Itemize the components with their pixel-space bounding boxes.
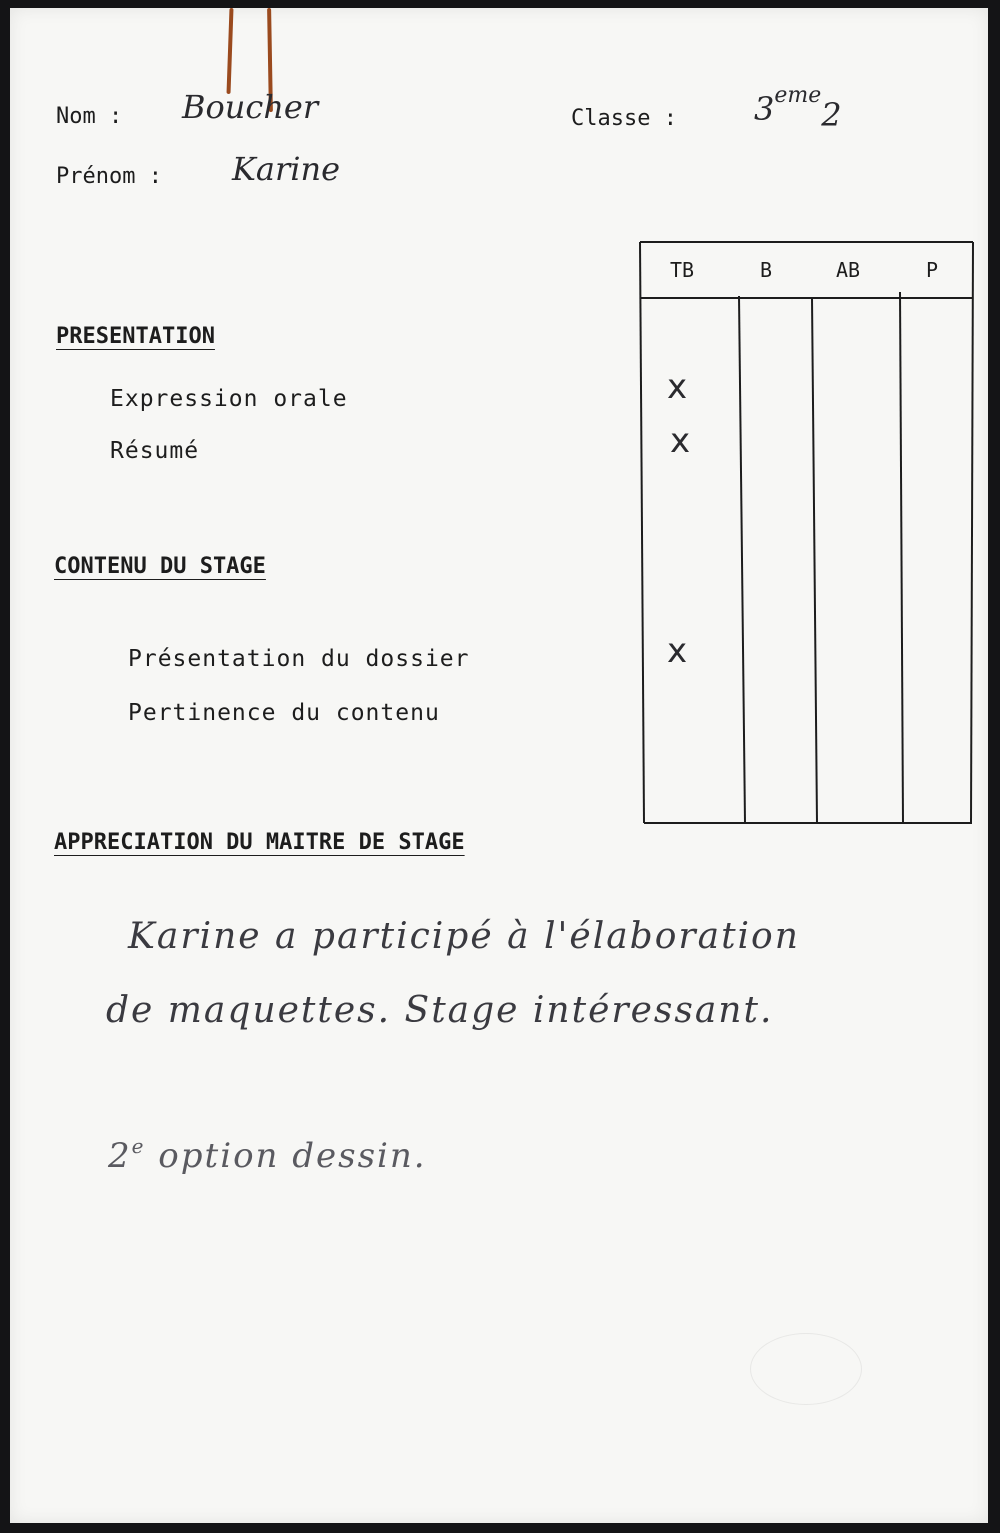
check-mark-expression-orale: x — [667, 367, 688, 407]
section-heading-appreciation: APPRECIATION DU MAITRE DE STAGE — [54, 830, 465, 855]
appreciation-note — [108, 1136, 427, 1176]
classe-label: Classe : — [571, 106, 677, 131]
criterion-expression-orale: Expression orale — [110, 386, 348, 412]
criterion-pertinence-du-contenu: Pertinence du contenu — [128, 700, 440, 726]
column-header-b: B — [759, 258, 773, 282]
section-heading-contenu-du-stage: CONTENU DU STAGE — [54, 554, 266, 579]
column-header-p: P — [925, 258, 939, 282]
classe-superscript: eme — [774, 83, 822, 108]
faint-stamp — [750, 1333, 862, 1405]
evaluation-grid — [10, 8, 988, 1523]
criterion-resume: Résumé — [110, 438, 200, 464]
nom-label: Nom : — [56, 104, 123, 129]
prenom-label: Prénom : — [56, 164, 162, 189]
document-sheet — [10, 8, 988, 1523]
classe-group: 2 — [821, 96, 842, 134]
prenom-value: Karine — [232, 150, 341, 188]
column-header-tb: TB — [669, 258, 695, 282]
nom-value: Boucher — [182, 88, 319, 126]
note-ordinal-superscript: e — [131, 1134, 146, 1158]
section-heading-presentation: PRESENTATION — [56, 324, 215, 349]
appreciation-comment-line-2: de maquettes. Stage intéressant. — [106, 990, 774, 1031]
note-text: option dessin. — [158, 1136, 427, 1176]
check-mark-presentation-du-dossier: x — [667, 631, 688, 671]
criterion-presentation-du-dossier: Présentation du dossier — [128, 646, 470, 672]
check-mark-resume: x — [670, 421, 691, 461]
note-ordinal: 2 — [108, 1136, 132, 1176]
appreciation-comment-line-1: Karine a participé à l'élaboration — [128, 916, 800, 957]
column-header-ab: AB — [835, 258, 861, 282]
classe-number: 3 — [754, 90, 775, 128]
